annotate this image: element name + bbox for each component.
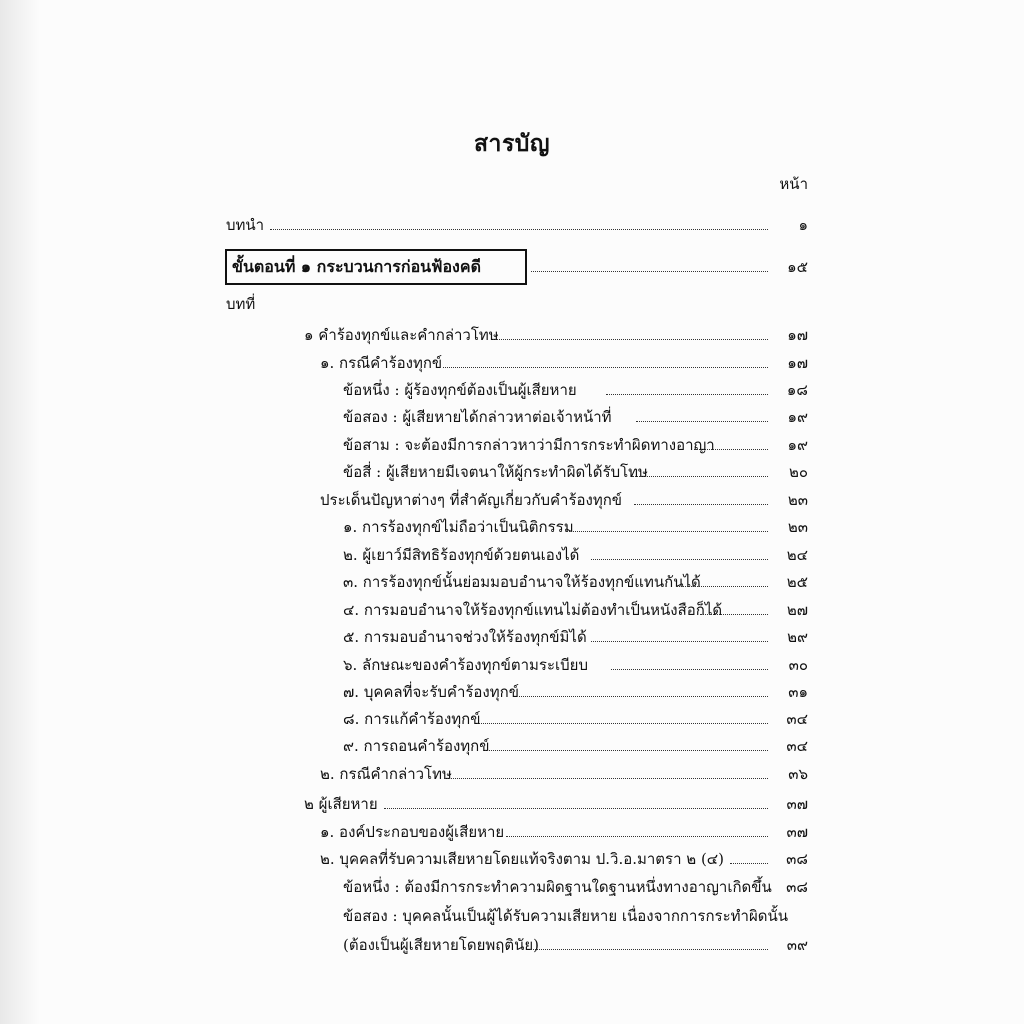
dot-leader	[384, 791, 768, 817]
toc-entry-page: ๓๙	[786, 936, 808, 954]
toc-row	[0, 291, 1024, 317]
toc-row	[0, 350, 1024, 376]
toc-entry-label: ข้อสอง : ผู้เสียหายได้กล่าวหาต่อเจ้าหน้าที่	[343, 408, 612, 426]
toc-row	[0, 706, 1024, 732]
toc-row	[0, 597, 1024, 623]
toc-entry-page: ๑	[798, 216, 808, 234]
toc-row	[0, 459, 1024, 485]
toc-entry-label: ๕. การมอบอำนาจช่วงให้ร้องทุกข์มิได้	[343, 628, 587, 646]
toc-row	[0, 932, 1024, 958]
dot-leader	[493, 322, 768, 348]
toc-row	[0, 569, 1024, 595]
dot-leader	[591, 542, 768, 568]
dot-leader	[591, 624, 768, 650]
toc-entry-label: ๒ ผู้เสียหาย	[304, 795, 378, 813]
toc-entry-label: ๓. การร้องทุกข์นั้นย่อมมอบอำนาจให้ร้องทุกข์แทนกันได้	[343, 573, 701, 591]
toc-row	[0, 791, 1024, 817]
dot-leader	[566, 514, 768, 540]
toc-entry-page: ๓๖	[788, 765, 808, 783]
toc-entry-page: ๒๙	[787, 628, 808, 646]
toc-row	[0, 624, 1024, 650]
toc-entry-label: ข้อหนึ่ง : ผู้ร้องทุกข์ต้องเป็นผู้เสียหาย	[343, 381, 577, 399]
toc-row	[0, 487, 1024, 513]
toc-entry-page: ๓๐	[788, 656, 808, 674]
toc-row	[0, 819, 1024, 845]
toc-entry-page: ๒๓	[787, 491, 808, 509]
toc-entry-page: ๒๓	[787, 518, 808, 536]
toc-row	[0, 542, 1024, 568]
toc-row	[0, 733, 1024, 759]
toc-row	[0, 404, 1024, 430]
dot-leader	[444, 761, 768, 787]
dot-leader	[519, 679, 768, 705]
toc-entry-label: ๘. การแก้คำร้องทุกข์	[343, 710, 481, 728]
dot-leader	[632, 459, 768, 485]
toc-entry-page: ๒๐	[788, 463, 808, 481]
toc-entry-page: ๓๘	[786, 878, 808, 896]
dot-leader	[611, 652, 768, 678]
dot-leader	[530, 932, 768, 958]
toc-entry-label: ๑. กรณีคำร้องทุกข์	[320, 354, 443, 372]
toc-entry-page: ๒๔	[786, 546, 808, 564]
toc-row	[0, 652, 1024, 678]
toc-entry-page: ๑๙	[787, 408, 808, 426]
dot-leader	[531, 254, 768, 280]
dot-leader	[636, 404, 768, 430]
toc-entry-label: ๒. กรณีคำกล่าวโทษ	[320, 765, 452, 783]
toc-entry-page: ๓๗	[786, 795, 808, 813]
section-label: ขั้นตอนที่ ๑ กระบวนการก่อนฟ้องคดี	[232, 257, 481, 276]
toc-entry-label: ๙. การถอนคำร้องทุกข์	[343, 737, 490, 755]
toc-entry-label: ข้อสี่ : ผู้เสียหายมีเจตนาให้ผู้กระทำผิดได้รับโทษ	[343, 463, 648, 481]
page-column-label: หน้า	[779, 175, 808, 193]
toc-entry-page: ๓๗	[786, 823, 808, 841]
toc-entry-label: ข้อสาม : จะต้องมีการกล่าวหาว่ามีการกระทำผิดทางอาญา	[343, 436, 715, 454]
toc-entry-label: ข้อสอง : บุคคลนั้นเป็นผู้ได้รับความเสียหาย เนื่องจากการกระทำผิดนั้น	[343, 907, 789, 925]
toc-entry-page: ๑๕	[787, 258, 808, 276]
dot-leader	[700, 597, 768, 623]
toc-entry-label: ๑. การร้องทุกข์ไม่ถือว่าเป็นนิติกรรม	[343, 518, 574, 536]
toc-row	[0, 514, 1024, 540]
toc-entry-page: ๑๗	[787, 354, 808, 372]
toc-entry-page: ๒๗	[786, 601, 808, 619]
dot-leader	[270, 212, 768, 238]
toc-entry-label: ๔. การมอบอำนาจให้ร้องทุกข์แทนไม่ต้องทำเป็นหนังสือก็ได้	[343, 601, 723, 619]
toc-entry-page: ๓๔	[786, 710, 808, 728]
toc-row	[0, 874, 1024, 900]
toc-entry-page: ๑๘	[786, 381, 808, 399]
dot-leader	[606, 377, 768, 403]
toc-entry-label: (ต้องเป็นผู้เสียหายโดยพฤตินัย)	[343, 936, 539, 954]
toc-entry-label: ๑ คำร้องทุกข์และคำกล่าวโทษ	[304, 326, 499, 344]
dot-leader	[506, 819, 768, 845]
toc-entry-page: ๓๘	[786, 850, 808, 868]
toc-entry-label: ๒. ผู้เยาว์มีสิทธิร้องทุกข์ด้วยตนเองได้	[343, 546, 580, 564]
toc-row	[0, 903, 1024, 929]
toc-entry-page: ๓๔	[786, 737, 808, 755]
toc-entry-page: ๒๕	[786, 573, 808, 591]
dot-leader	[730, 846, 768, 872]
toc-entry-label: ๗. บุคคลที่จะรับคำร้องทุกข์	[343, 683, 519, 701]
dot-leader	[694, 432, 768, 458]
toc-row	[0, 254, 1024, 280]
toc-row	[0, 846, 1024, 872]
toc-entry-label: ๖. ลักษณะของคำร้องทุกข์ตามระเบียบ	[343, 656, 588, 674]
toc-entry-label: ๒. บุคคลที่รับความเสียหายโดยแท้จริงตาม ป.วิ.อ.มาตรา ๒ (๔)	[320, 850, 725, 868]
dot-leader	[634, 487, 768, 513]
toc-entry-page: ๑๗	[787, 326, 808, 344]
toc-entry-label: ๑. องค์ประกอบของผู้เสียหาย	[320, 823, 505, 841]
toc-entry-label: ข้อหนึ่ง : ต้องมีการกระทำความผิดฐานใดฐานหนึ่งทางอาญาเกิดขึ้น	[343, 878, 772, 896]
toc-row	[0, 212, 1024, 238]
toc-row	[0, 322, 1024, 348]
toc-row	[0, 377, 1024, 403]
dot-leader	[477, 706, 768, 732]
toc-entry-page: ๑๙	[787, 436, 808, 454]
dot-leader	[677, 569, 768, 595]
toc-entry-page: ๓๑	[788, 683, 808, 701]
toc-row	[0, 679, 1024, 705]
toc-entry-label: บทนำ	[226, 216, 265, 234]
toc-row	[0, 432, 1024, 458]
dot-leader	[483, 733, 768, 759]
chapter-heading: บทที่	[226, 295, 256, 313]
dot-leader	[443, 350, 768, 376]
toc-row	[0, 761, 1024, 787]
toc-entry-label: ประเด็นปัญหาต่างๆ ที่สำคัญเกี่ยวกับคำร้องทุกข์	[320, 491, 623, 509]
page-title: สารบัญ	[473, 130, 550, 157]
